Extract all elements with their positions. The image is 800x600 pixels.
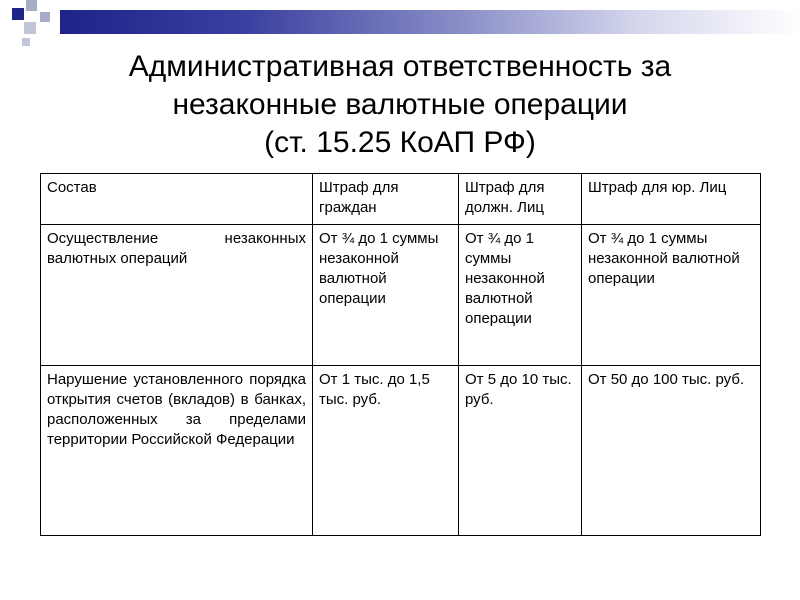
liability-table	[40, 173, 761, 536]
header-cell-officials-fine: Штраф для должн. Лиц	[459, 174, 582, 225]
header-gradient-bar	[60, 10, 800, 34]
title-line-2: незаконные валютные операции	[172, 88, 628, 121]
table-cell-composition: Нарушение установленного порядка открытия счетов (вкладов) в банках, расположенных за пределами территории Российской Федерации	[41, 366, 313, 536]
table-cell-officials-fine: От 5 до 10 тыс. руб.	[459, 366, 582, 536]
table-cell-citizens-fine: От 1 тыс. до 1,5 тыс. руб.	[313, 366, 459, 536]
table-cell-composition: Осуществление незаконных валютных операций	[41, 225, 313, 366]
table-cell-citizens-fine: От ¾ до 1 суммы незаконной валютной операции	[313, 225, 459, 366]
table-cell-officials-fine: От ¾ до 1 суммы незаконной валютной операции	[459, 225, 582, 366]
table-cell-legal-entities-fine: От 50 до 100 тыс. руб.	[582, 366, 761, 536]
header-cell-citizens-fine: Штраф для граждан	[313, 174, 459, 225]
decor-square-gray	[24, 22, 36, 34]
decor-square-gray	[26, 0, 37, 11]
title-line-1: Административная ответственность за	[128, 50, 672, 83]
header-cell-composition: Состав	[41, 174, 313, 225]
decor-square-gray	[22, 38, 30, 46]
table-header-row	[41, 174, 761, 225]
decor-square-blue	[12, 8, 24, 20]
slide-title	[0, 48, 800, 162]
table-cell-legal-entities-fine: От ¾ до 1 суммы незаконной валютной операции	[582, 225, 761, 366]
title-line-3: (ст. 15.25 КоАП РФ)	[264, 126, 536, 159]
decor-square-gray	[40, 12, 50, 22]
table-row	[41, 225, 761, 366]
header-cell-legal-entities-fine: Штраф для юр. Лиц	[582, 174, 761, 225]
table-row	[41, 366, 761, 536]
